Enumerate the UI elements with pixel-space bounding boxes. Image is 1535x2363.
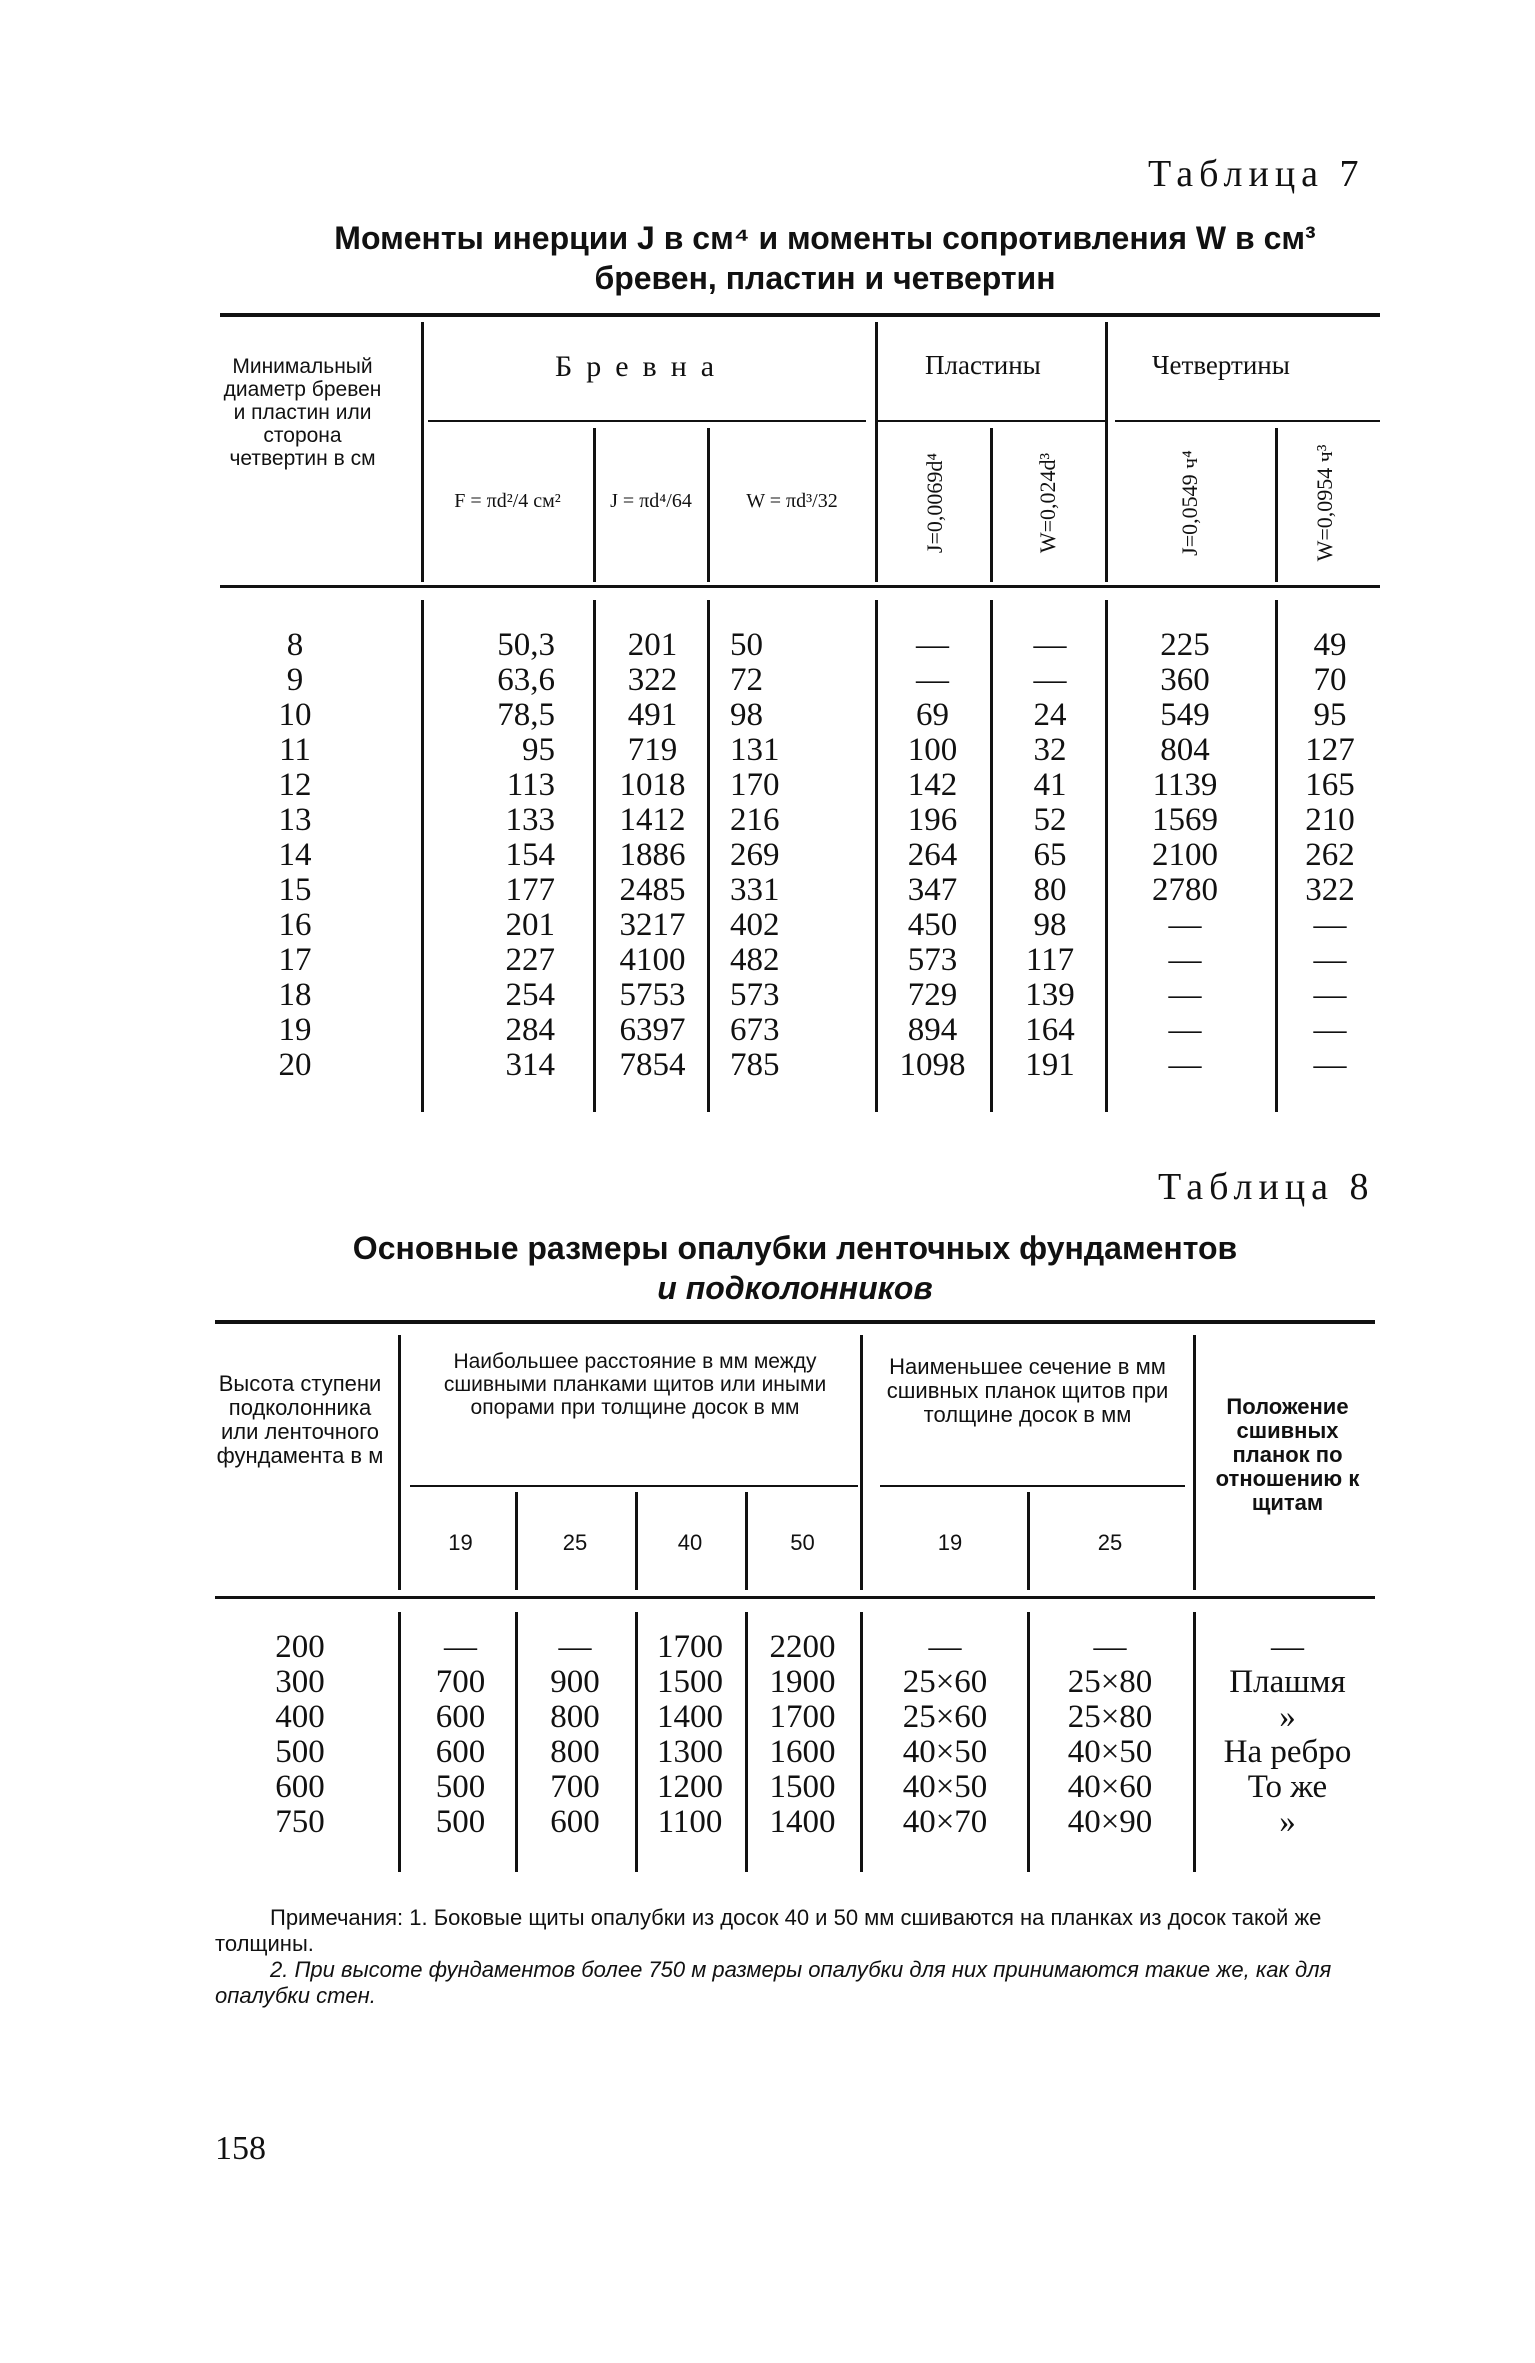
table-cell: 549: [1160, 697, 1210, 733]
t7-col-quarter-j: [1125, 628, 1245, 1083]
table7-label: Таблица 7: [1148, 153, 1365, 195]
table-cell: 894: [907, 1012, 958, 1048]
table8-section-rule: [880, 1485, 1185, 1487]
t7-diameter-header: Минимальный диаметр бревен и пластин или сторона четвертин в см: [223, 355, 382, 470]
table-cell: 2100: [1152, 837, 1218, 873]
table-cell: —: [1168, 907, 1202, 943]
table-cell: 300: [275, 1664, 325, 1700]
table-cell: На ребро: [1223, 1734, 1352, 1770]
t7-plates-header: Пластины: [925, 350, 1041, 380]
table-cell: 322: [627, 662, 678, 698]
t7-vline: [593, 600, 596, 1112]
table-cell: 284: [505, 1012, 555, 1048]
t8-vline: [515, 1612, 518, 1872]
table-cell: 127: [1305, 732, 1355, 768]
table-cell: —: [1313, 977, 1347, 1013]
table-cell: 804: [1160, 732, 1210, 768]
page-number: 158: [215, 2130, 266, 2167]
t7-vline: [1275, 428, 1278, 582]
t8-col-s19: [870, 1630, 1020, 1840]
table7-title: [230, 218, 1420, 298]
t8-vline: [515, 1492, 518, 1590]
note-1: Примечания: 1. Боковые щиты опалубки из досок 40 и 50 мм сшиваются на планках из досок такой же толщины.: [215, 1905, 1322, 1956]
table-cell: 573: [730, 977, 780, 1013]
table-cell: 269: [730, 837, 780, 873]
table-cell: —: [928, 1629, 962, 1665]
table-cell: 1500: [769, 1769, 836, 1805]
table8-label: Таблица 8: [1158, 1166, 1375, 1208]
table-cell: 1412: [619, 802, 686, 838]
t8-distance-header: Наибольшее расстояние в мм между сшивными планками щитов или иными опорами при толщине досок в мм: [443, 1350, 827, 1419]
table-cell: 80: [1033, 872, 1067, 908]
table-cell: 314: [505, 1047, 555, 1083]
table-cell: 14: [278, 837, 312, 873]
t8-vline: [745, 1612, 748, 1872]
table-cell: 40×70: [902, 1804, 988, 1840]
table-cell: 24: [1033, 697, 1067, 733]
table-cell: 1700: [657, 1629, 723, 1665]
t7-vline: [875, 600, 878, 1112]
t8-col-s25: [1035, 1630, 1185, 1840]
table-cell: 785: [730, 1047, 780, 1083]
t8-col-d40: [640, 1630, 740, 1840]
table7-quarters-rule: [1115, 420, 1380, 422]
table-cell: 900: [550, 1664, 600, 1700]
table-cell: 1700: [769, 1699, 836, 1735]
table-cell: 729: [907, 977, 958, 1013]
table-cell: 196: [907, 802, 958, 838]
table-cell: 177: [505, 872, 555, 908]
t8-vline: [1027, 1492, 1030, 1590]
table8-title-line1: Основные размеры опалубки ленточных фундаментов: [352, 1230, 1238, 1266]
t7-quarter-j-formula: J=0,0549 ч⁴: [1177, 450, 1202, 556]
table-cell: 25×80: [1067, 1699, 1153, 1735]
table-cell: 154: [505, 837, 555, 873]
table-cell: —: [1168, 942, 1202, 978]
table-cell: —: [1033, 662, 1067, 698]
table-cell: —: [916, 662, 949, 698]
table7-top-rule: [220, 313, 1380, 317]
table-cell: 117: [1025, 942, 1075, 978]
table-cell: 25×60: [902, 1664, 988, 1700]
table-cell: 1139: [1152, 767, 1218, 803]
table-cell: 600: [275, 1769, 325, 1805]
t8-thickness-19: 19: [448, 1530, 473, 1555]
table-cell: 20: [278, 1047, 312, 1083]
t7-vline: [707, 428, 710, 582]
table-cell: 49: [1313, 627, 1347, 663]
table-cell: 113: [506, 767, 555, 803]
table-cell: —: [1313, 907, 1347, 943]
table-cell: 25×60: [902, 1699, 988, 1735]
t7-col-plate-w: [1000, 628, 1100, 1083]
table-cell: 700: [435, 1664, 486, 1700]
table-cell: 98: [730, 697, 763, 733]
t7-col-quarter-w: [1285, 628, 1375, 1083]
t8-col-d25: [520, 1630, 630, 1840]
t8-vline: [1193, 1335, 1196, 1590]
table7-plates-rule: [877, 420, 1107, 422]
table-cell: 17: [278, 942, 312, 978]
table-cell: 69: [916, 697, 949, 733]
table-cell: 25×80: [1067, 1664, 1153, 1700]
t7-vline: [1105, 322, 1108, 582]
table8-title-line2: и подколонников: [657, 1270, 933, 1306]
table-cell: —: [1313, 942, 1347, 978]
t7-vline: [1275, 600, 1278, 1112]
t7-plate-j-formula: J=0,0069d⁴: [922, 452, 947, 554]
table-cell: 19: [278, 1012, 312, 1048]
t8-vline: [635, 1612, 638, 1872]
t8-vline: [398, 1335, 401, 1590]
table-cell: 9: [286, 662, 304, 698]
t7-vline: [990, 600, 993, 1112]
table-cell: Плашмя: [1229, 1664, 1346, 1700]
table-cell: 95: [1313, 697, 1347, 733]
t8-vline: [745, 1492, 748, 1590]
table-cell: 15: [278, 872, 312, 908]
t8-vline: [860, 1335, 863, 1590]
t7-vline: [1105, 600, 1108, 1112]
table-cell: 500: [435, 1804, 486, 1840]
t7-vline: [421, 600, 424, 1112]
table-cell: 133: [505, 802, 555, 838]
t7-col-plate-j: [885, 628, 980, 1083]
table-cell: 322: [1305, 872, 1355, 908]
table-cell: 600: [435, 1699, 486, 1735]
t8-thickness-40: 40: [677, 1530, 703, 1555]
table8-title: [215, 1228, 1375, 1308]
t7-quarters-header: Четвертины: [1152, 350, 1290, 380]
table7-title-line2: бревен, пластин и четвертин: [594, 260, 1056, 296]
table-cell: 1018: [619, 767, 686, 803]
table-cell: 254: [505, 977, 555, 1013]
table-cell: 1886: [619, 837, 686, 873]
table8-distance-rule: [410, 1485, 858, 1487]
table-cell: 7854: [619, 1047, 686, 1083]
t7-col-w: [730, 628, 810, 1083]
table-cell: —: [1168, 1047, 1202, 1083]
t8-section-header: Наименьшее сечение в мм сшивных планок щитов при толщине досок в мм: [886, 1354, 1169, 1427]
t7-col-diameter: [245, 628, 345, 1083]
table-cell: 50: [730, 627, 763, 663]
table-cell: 216: [730, 802, 780, 838]
table-cell: 18: [278, 977, 312, 1013]
table-cell: 200: [275, 1629, 325, 1665]
table-cell: 1600: [769, 1734, 836, 1770]
table-cell: 600: [550, 1804, 600, 1840]
table-cell: 142: [907, 767, 958, 803]
table-cell: 11: [279, 732, 311, 768]
table-cell: —: [1271, 1629, 1304, 1665]
table-cell: 450: [907, 907, 958, 943]
table-cell: 210: [1305, 802, 1355, 838]
table-cell: 673: [730, 1012, 780, 1048]
table-cell: 131: [730, 732, 780, 768]
t7-quarter-w-formula: W=0,0954 ч³: [1312, 444, 1337, 562]
table-cell: —: [916, 627, 949, 663]
t8-vline: [635, 1492, 638, 1590]
t8-vline: [1027, 1612, 1030, 1872]
t7-vline: [593, 428, 596, 582]
t8-col-d19: [408, 1630, 513, 1840]
table-cell: То же: [1247, 1769, 1328, 1805]
table-cell: 40×90: [1067, 1804, 1153, 1840]
table7-header-rule: [220, 585, 1380, 588]
table-cell: —: [1033, 627, 1067, 663]
table-cell: 227: [505, 942, 555, 978]
table-cell: 40×60: [1067, 1769, 1153, 1805]
table-cell: 2200: [769, 1629, 836, 1665]
t8-position-header: Положение сшивных планок по отношению к щитам: [1215, 1394, 1360, 1515]
table-cell: 72: [730, 662, 763, 698]
t7-col-j: [610, 628, 695, 1083]
table-cell: 40×50: [902, 1734, 988, 1770]
table-cell: 573: [907, 942, 958, 978]
table-cell: 165: [1305, 767, 1355, 803]
table-cell: 12: [278, 767, 312, 803]
t7-w-formula: W = πd³/32: [746, 490, 838, 512]
table-cell: 201: [505, 907, 555, 943]
t8-vline: [1193, 1612, 1196, 1872]
table-cell: —: [1168, 1012, 1202, 1048]
table-cell: —: [1093, 1629, 1127, 1665]
table-cell: 491: [627, 697, 678, 733]
table7-title-line1: Моменты инерции J в см⁴ и моменты сопротивления W в см³: [334, 220, 1316, 256]
table-cell: 500: [435, 1769, 486, 1805]
table-cell: 2780: [1152, 872, 1218, 908]
table-cell: 78,5: [497, 697, 555, 733]
table-cell: —: [558, 1629, 592, 1665]
t8-section-25: 25: [1097, 1530, 1123, 1555]
table-cell: 16: [278, 907, 312, 943]
table-cell: —: [1313, 1012, 1347, 1048]
table-cell: 347: [907, 872, 958, 908]
table-cell: 13: [278, 802, 312, 838]
table-cell: 50,3: [497, 627, 555, 663]
t8-col-height: [245, 1630, 355, 1840]
table-cell: 65: [1033, 837, 1067, 873]
table-cell: 201: [627, 627, 678, 663]
t7-plate-w-formula: W=0,024d³: [1035, 452, 1060, 554]
table-cell: 32: [1033, 732, 1067, 768]
table-cell: 10: [278, 697, 312, 733]
note-2: 2. При высоте фундаментов более 750 м размеры опалубки для них принимаются такие же, как для опалубки стен.: [215, 1957, 1332, 2008]
table-cell: 264: [907, 837, 958, 873]
table-cell: 482: [730, 942, 780, 978]
t8-col-d50: [750, 1630, 855, 1840]
table-cell: —: [1168, 977, 1202, 1013]
table-cell: 1500: [657, 1664, 723, 1700]
table-cell: 225: [1160, 627, 1210, 663]
t7-vline: [990, 428, 993, 582]
table-cell: 1100: [657, 1804, 723, 1840]
table-cell: 3217: [619, 907, 686, 943]
table-cell: 1400: [769, 1804, 836, 1840]
table-cell: »: [1279, 1699, 1296, 1735]
table-cell: 52: [1033, 802, 1067, 838]
table-cell: 500: [275, 1734, 325, 1770]
t7-vline: [421, 322, 424, 582]
t8-col-position: [1200, 1630, 1375, 1840]
table-cell: 170: [730, 767, 780, 803]
table8-top-rule: [215, 1320, 1375, 1324]
t8-vline: [398, 1612, 401, 1872]
t7-col-f: [430, 628, 555, 1083]
table-cell: »: [1279, 1804, 1296, 1840]
table-cell: 402: [730, 907, 780, 943]
table-cell: 98: [1033, 907, 1067, 943]
table-cell: 95: [522, 732, 555, 768]
table-cell: 40×50: [902, 1769, 988, 1805]
table-cell: 164: [1025, 1012, 1075, 1048]
table-cell: 41: [1033, 767, 1067, 803]
t7-f-formula: F = πd²/4 см²: [454, 490, 561, 512]
table-cell: 600: [435, 1734, 486, 1770]
table-cell: 700: [550, 1769, 600, 1805]
notes: [215, 1905, 1375, 2009]
t7-j-formula: J = πd⁴/64: [610, 490, 692, 512]
table-cell: 100: [907, 732, 958, 768]
table-cell: 1569: [1152, 802, 1218, 838]
table-cell: 4100: [619, 942, 686, 978]
table-cell: 6397: [619, 1012, 686, 1048]
table-cell: 360: [1160, 662, 1210, 698]
table-cell: 719: [627, 732, 678, 768]
table-cell: 2485: [619, 872, 686, 908]
table7-logs-rule: [428, 420, 866, 422]
t8-section-19: 19: [937, 1530, 963, 1555]
table8-header-rule: [215, 1596, 1375, 1599]
table-cell: 400: [275, 1699, 325, 1735]
table-cell: —: [444, 1629, 477, 1665]
t8-thickness-50: 50: [790, 1530, 815, 1555]
table-cell: 1300: [657, 1734, 723, 1770]
t8-vline: [860, 1612, 863, 1872]
table-cell: 1200: [657, 1769, 723, 1805]
t7-vline: [875, 322, 878, 582]
table-cell: 1900: [769, 1664, 836, 1700]
table-cell: 40×50: [1067, 1734, 1153, 1770]
table-cell: 750: [275, 1804, 325, 1840]
table-cell: 70: [1313, 662, 1347, 698]
t8-thickness-25: 25: [562, 1530, 588, 1555]
table-cell: 139: [1025, 977, 1075, 1013]
table-cell: 262: [1305, 837, 1355, 873]
table-cell: —: [1313, 1047, 1347, 1083]
table-cell: 8: [286, 627, 304, 663]
table-cell: 1400: [657, 1699, 723, 1735]
t7-vline: [707, 600, 710, 1112]
table-cell: 800: [550, 1699, 600, 1735]
table-cell: 331: [730, 872, 780, 908]
table-cell: 63,6: [497, 662, 555, 698]
table-cell: 1098: [899, 1047, 966, 1083]
t7-logs-header: Бревна: [555, 350, 729, 383]
table-cell: 191: [1025, 1047, 1075, 1083]
table-cell: 800: [550, 1734, 600, 1770]
t8-height-header: Высота ступени подколонника или ленточного фундамента в м: [216, 1371, 384, 1468]
table-cell: 5753: [619, 977, 686, 1013]
